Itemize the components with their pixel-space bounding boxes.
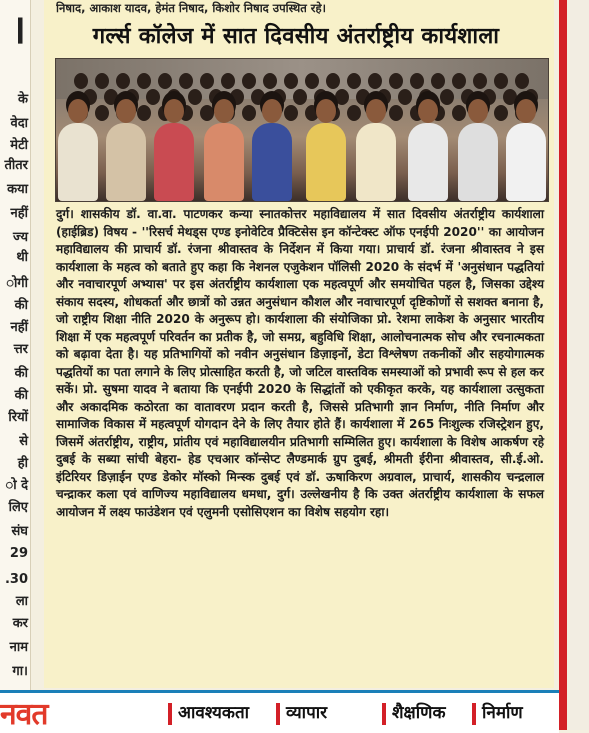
previous-article-tail: निषाद, आकाश यादव, हेमंत निषाद, किशोर निषाद उपस्थित रहे।	[56, 1, 326, 15]
audience-member	[368, 73, 382, 89]
audience-member	[503, 89, 517, 105]
guest-face	[262, 99, 282, 123]
audience-member	[137, 105, 151, 121]
audience-member	[440, 89, 454, 105]
audience-member	[452, 105, 466, 121]
masthead-logo-fragment: नवत	[0, 697, 48, 732]
audience-member	[95, 73, 109, 89]
audience-member	[284, 105, 298, 121]
seated-guest	[58, 123, 98, 201]
guest-face	[366, 99, 386, 123]
seated-guest	[356, 123, 396, 201]
seated-guest	[252, 123, 292, 201]
audience-member	[242, 105, 256, 121]
audience-member	[146, 89, 160, 105]
audience-member	[410, 73, 424, 89]
guest-face	[418, 99, 438, 123]
audience-member	[200, 105, 214, 121]
adjacent-column-fragment: गा।	[12, 664, 28, 679]
nav-separator	[168, 703, 172, 725]
audience-member	[389, 105, 403, 121]
nav-separator	[276, 703, 280, 725]
nav-separator	[382, 703, 386, 725]
guest-face	[516, 99, 536, 123]
audience-member	[284, 73, 298, 89]
page-red-border	[559, 0, 567, 730]
guest-face	[316, 99, 336, 123]
seated-guest	[408, 123, 448, 201]
band-label-nirman: निर्माण	[482, 703, 523, 723]
adjacent-column-fragment: ज्य	[13, 230, 28, 245]
audience-member	[494, 73, 508, 89]
seated-guest	[204, 123, 244, 201]
adjacent-column-fragment: थी	[16, 250, 28, 265]
adjacent-column-fragment: ला	[15, 594, 28, 609]
adjacent-column-fragment: त्तर	[13, 342, 28, 357]
audience-member	[158, 73, 172, 89]
adjacent-column-fragment: वेदा	[10, 116, 28, 131]
adjacent-column-fragment: रियों	[8, 410, 28, 425]
seated-guest	[306, 123, 346, 201]
adjacent-column	[0, 0, 31, 690]
audience-member	[188, 89, 202, 105]
adjacent-column-fragment: की	[14, 388, 28, 403]
audience-member	[179, 73, 193, 89]
audience-member	[515, 73, 529, 89]
adjacent-column-fragment: के	[18, 92, 28, 107]
adjacent-column-fragment: नहीं	[10, 320, 28, 335]
audience-member	[95, 105, 109, 121]
seated-guest	[458, 123, 498, 201]
audience-member	[347, 105, 361, 121]
seated-guest	[506, 123, 546, 201]
audience-member	[74, 73, 88, 89]
audience-member	[452, 73, 466, 89]
guest-face	[68, 99, 88, 123]
audience-member	[431, 73, 445, 89]
right-margin	[567, 0, 589, 730]
audience-member	[104, 89, 118, 105]
adjacent-column-fragment: ोगी	[6, 276, 28, 291]
adjacent-column-fragment: ो दे	[5, 478, 28, 493]
audience-member	[305, 73, 319, 89]
classifieds-band	[0, 690, 559, 733]
adjacent-column-fragment: .30	[4, 572, 28, 587]
audience-member	[347, 73, 361, 89]
adjacent-column-fragment: से	[19, 434, 28, 449]
adjacent-column-fragment: की	[14, 298, 28, 313]
adjacent-column-fragment: ही	[17, 456, 28, 471]
seated-guest	[106, 123, 146, 201]
audience-member	[326, 73, 340, 89]
adjacent-column-fragment: की	[14, 366, 28, 381]
article-body: दुर्ग। शासकीय डॉ. वा.वा. पाटणकर कन्या स्नातकोत्तर महाविद्यालय में सात दिवसीय अंतर्राष्ट्रीय कार्यशाला (हाईब्रिड) विषय - ''रिसर्च मेथड्स एण्ड इनोवेटिव प्रैक्टिसेस इन कॉन्टेक्स्ट ऑफ एनईपी 2020'' का आयोजन महाविद्यालय की प्राचार्य डॉ. रंजना श्रीवास्तव के निर्देशन में किया गया। प्राचार्य डॉ. रंजना श्रीवास्तव ने इस कार्यशाला के महत्व को बताते हुए कहा कि नेशनल एजुकेशन पॉलिसी 2020 के संदर्भ में 'अनुसंधान पद्धतियां और नवाचारपूर्ण अभ्यास' पर इस अंतर्राष्ट्रीय कार्यशाला एक महत्वपूर्ण और समयोचित पहल है, जिसका उद्देश्य संकाय सदस्य, शोधकर्ता और छात्रों को उन्नत अनुसंधान कौशल और नवाचारपूर्ण दृष्टिकोणों से सशक्त बनाना है, जो राष्ट्रीय शिक्षा नीति 2020 के अनुरूप हो। कार्यशाला की संयोजिका प्रो. रेशमा लाकेश के अनुसार भारतीय शिक्षा में एक महत्वपूर्ण परिवर्तन का प्रतीक है, जो समग्र, बहुविधि शिक्षा, आलोचनात्मक सोच और रचनात्मकता को बढ़ावा देता है। यह प्रतिभागियों को नवीन अनुसंधान डिज़ाइनों, डेटा विश्लेषण तकनीकों और सहयोगात्मक पद्धतियों का पता लगाने के लिए प्रोत्साहित करती है, जो जटिल वास्तविक समस्याओं को प्रभावी रूप से हल कर सकें। प्रो. सुषमा यादव ने बताया कि एनईपी 2020 के सिद्धांतों को एकीकृत करके, यह कार्यशाला उत्सुकता और अकादमिक कठोरता का वातावरण प्रदान करती है, जिससे प्रतिभागी ज्ञान निर्माण, नीति निर्माण और सामाजिक विकास में महत्वपूर्ण योगदान देने के लिए तैयार होते हैं। कार्यशाला में 265 निःशुल्क रजिस्ट्रेशन हुए, जिसमें अंतर्राष्ट्रीय, राष्ट्रीय, प्रांतीय एवं महाविद्यालयीन प्रतिभागी सम्मिलित हुए। कार्यशाला के विशेष आकर्षण रहे दुबई के सब्या सांची बेहरा- हेड एचआर कॉन्सेप्ट लैण्डमार्क ग्रुप दुबई, श्रीमती ईरीना श्रीवास्तव, सी.ई.ओ. इंटिरियर डिज़ाईन एण्ड डेकोर मॉस्को मिन्स्क दुबई एवं डॉ. ऊषाकिरण अग्रवाल, प्राचार्य, शासकीय चन्द्रलाल चन्द्राकर कला एवं वाणिज्य महाविद्यालय धमधा, दुर्ग। उल्लेखनीय है कि उक्त अंतर्राष्ट्रीय कार्यशाला के सफल आयोजन में लक्ष्य फाउंडेशन एवं एलुमनी एसोसिएशन का विशेष सहयोग रहा।	[56, 207, 544, 519]
article-headline: गर्ल्स कॉलेज में सात दिवसीय अंतर्राष्ट्रीय कार्यशाला	[92, 24, 500, 49]
audience-member	[473, 73, 487, 89]
audience-member	[116, 73, 130, 89]
adjacent-column-fragment: कया	[7, 182, 28, 197]
audience-member	[494, 105, 508, 121]
audience-member	[230, 89, 244, 105]
band-label-shaikshanik: शैक्षणिक	[392, 703, 446, 723]
seated-guest	[154, 123, 194, 201]
audience-member	[251, 89, 265, 105]
adjacent-column-fragment: 29	[9, 546, 28, 561]
audience-member	[263, 73, 277, 89]
guest-face	[116, 99, 136, 123]
audience-member	[293, 89, 307, 105]
audience-member	[335, 89, 349, 105]
guest-face	[164, 99, 184, 123]
audience-member	[389, 73, 403, 89]
band-label-vyapar: व्यापार	[286, 703, 328, 723]
adjacent-column-fragment: तीतर	[4, 158, 28, 173]
band-label-aavashyakta: आवश्यकता	[178, 703, 250, 723]
group-photo	[55, 58, 549, 202]
adjacent-column-fragment: कर	[12, 616, 28, 631]
adjacent-column-fragment: मेटी	[10, 138, 28, 153]
audience-member	[200, 73, 214, 89]
adjacent-column-fragment: नाम	[9, 640, 28, 655]
guest-face	[468, 99, 488, 123]
audience-member	[137, 73, 151, 89]
guest-face	[214, 99, 234, 123]
adjacent-column-fragment: नहीं	[10, 206, 28, 221]
adjacent-column-fragment: संघ	[11, 524, 28, 539]
adjacent-column-fragment: ।	[10, 7, 26, 53]
nav-separator	[472, 703, 476, 725]
audience-member	[242, 73, 256, 89]
audience-member	[398, 89, 412, 105]
audience-member	[221, 73, 235, 89]
adjacent-column-fragment: लिए	[8, 500, 28, 515]
